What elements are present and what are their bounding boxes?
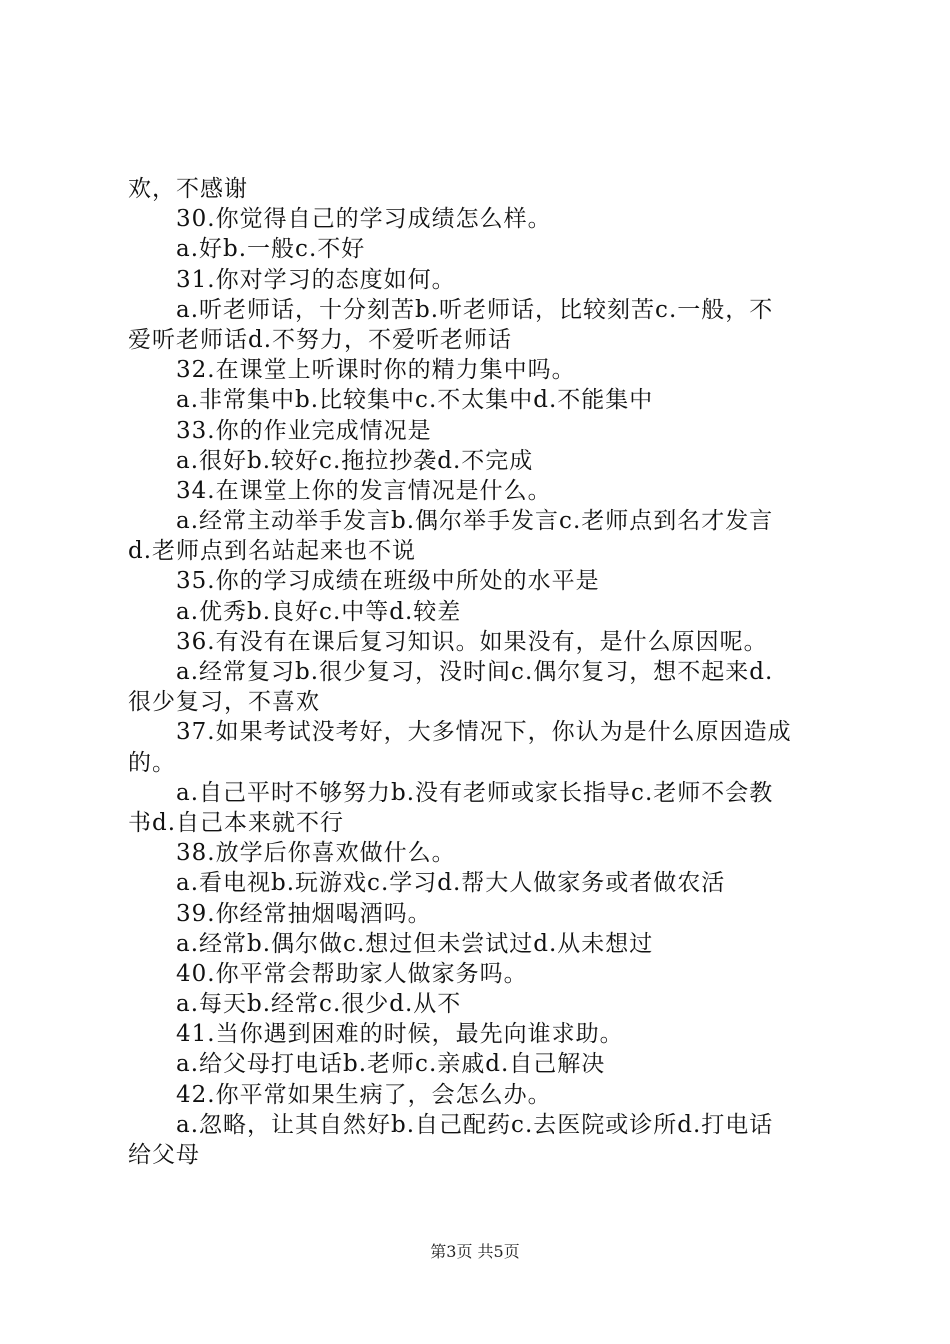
text-line: 爱听老师话d.不努力，不爱听老师话 <box>128 326 513 353</box>
page-footer <box>0 1242 950 1262</box>
document-body <box>128 174 840 1170</box>
text-line: 31.你对学习的态度如何。 <box>176 266 456 293</box>
text-line: 34.在课堂上你的发言情况是什么。 <box>176 477 552 504</box>
text-line: 30.你觉得自己的学习成绩怎么样。 <box>176 206 552 233</box>
text-line: a.每天b.经常c.很少d.从不 <box>176 991 462 1018</box>
text-line: 36.有没有在课后复习知识。如果没有，是什么原因呢。 <box>176 628 768 655</box>
text-line: a.经常主动举手发言b.偶尔举手发言c.老师点到名才发言 <box>176 508 774 535</box>
text-line: 37.如果考试没考好，大多情况下，你认为是什么原因造成 <box>176 719 792 746</box>
text-line: a.听老师话，十分刻苦b.听老师话，比较刻苦c.一般，不 <box>176 296 774 323</box>
text-line: a.非常集中b.比较集中c.不太集中d.不能集中 <box>176 387 654 414</box>
text-line: a.忽略，让其自然好b.自己配药c.去医院或诊所d.打电话 <box>176 1111 774 1138</box>
text-line: 很少复习，不喜欢 <box>128 689 320 716</box>
text-line: a.自己平时不够努力b.没有老师或家长指导c.老师不会教 <box>176 779 774 806</box>
text-line: 32.在课堂上听课时你的精力集中吗。 <box>176 357 576 384</box>
text-line: 的。 <box>128 749 176 776</box>
text-line: a.经常复习b.很少复习，没时间c.偶尔复习，想不起来d. <box>176 659 774 685</box>
text-line: 41.当你遇到困难的时候，最先向谁求助。 <box>176 1021 624 1048</box>
text-line: 40.你平常会帮助家人做家务吗。 <box>176 960 528 987</box>
text-line: 42.你平常如果生病了，会怎么办。 <box>176 1081 552 1108</box>
page-number-label: 第3页 共5页 <box>430 1242 520 1261</box>
text-line: a.好b.一般c.不好 <box>176 236 366 263</box>
text-line: 给父母 <box>128 1142 200 1168</box>
text-line: 33.你的作业完成情况是 <box>176 417 432 444</box>
text-line: a.给父母打电话b.老师c.亲戚d.自己解决 <box>176 1051 606 1078</box>
text-line: 书d.自己本来就不行 <box>128 809 345 836</box>
text-line: d.老师点到名站起来也不说 <box>128 538 417 565</box>
text-line: a.看电视b.玩游戏c.学习d.帮大人做家务或者做农活 <box>176 870 726 897</box>
text-line: 39.你经常抽烟喝酒吗。 <box>176 900 432 927</box>
text-line: 欢，不感谢 <box>128 176 248 202</box>
text-line: 35.你的学习成绩在班级中所处的水平是 <box>176 568 600 595</box>
text-line: a.经常b.偶尔做c.想过但未尝试过d.从未想过 <box>176 930 654 957</box>
text-line: 38.放学后你喜欢做什么。 <box>176 840 456 867</box>
text-line: a.优秀b.良好c.中等d.较差 <box>176 598 462 625</box>
text-line: a.很好b.较好c.拖拉抄袭d.不完成 <box>176 447 534 474</box>
